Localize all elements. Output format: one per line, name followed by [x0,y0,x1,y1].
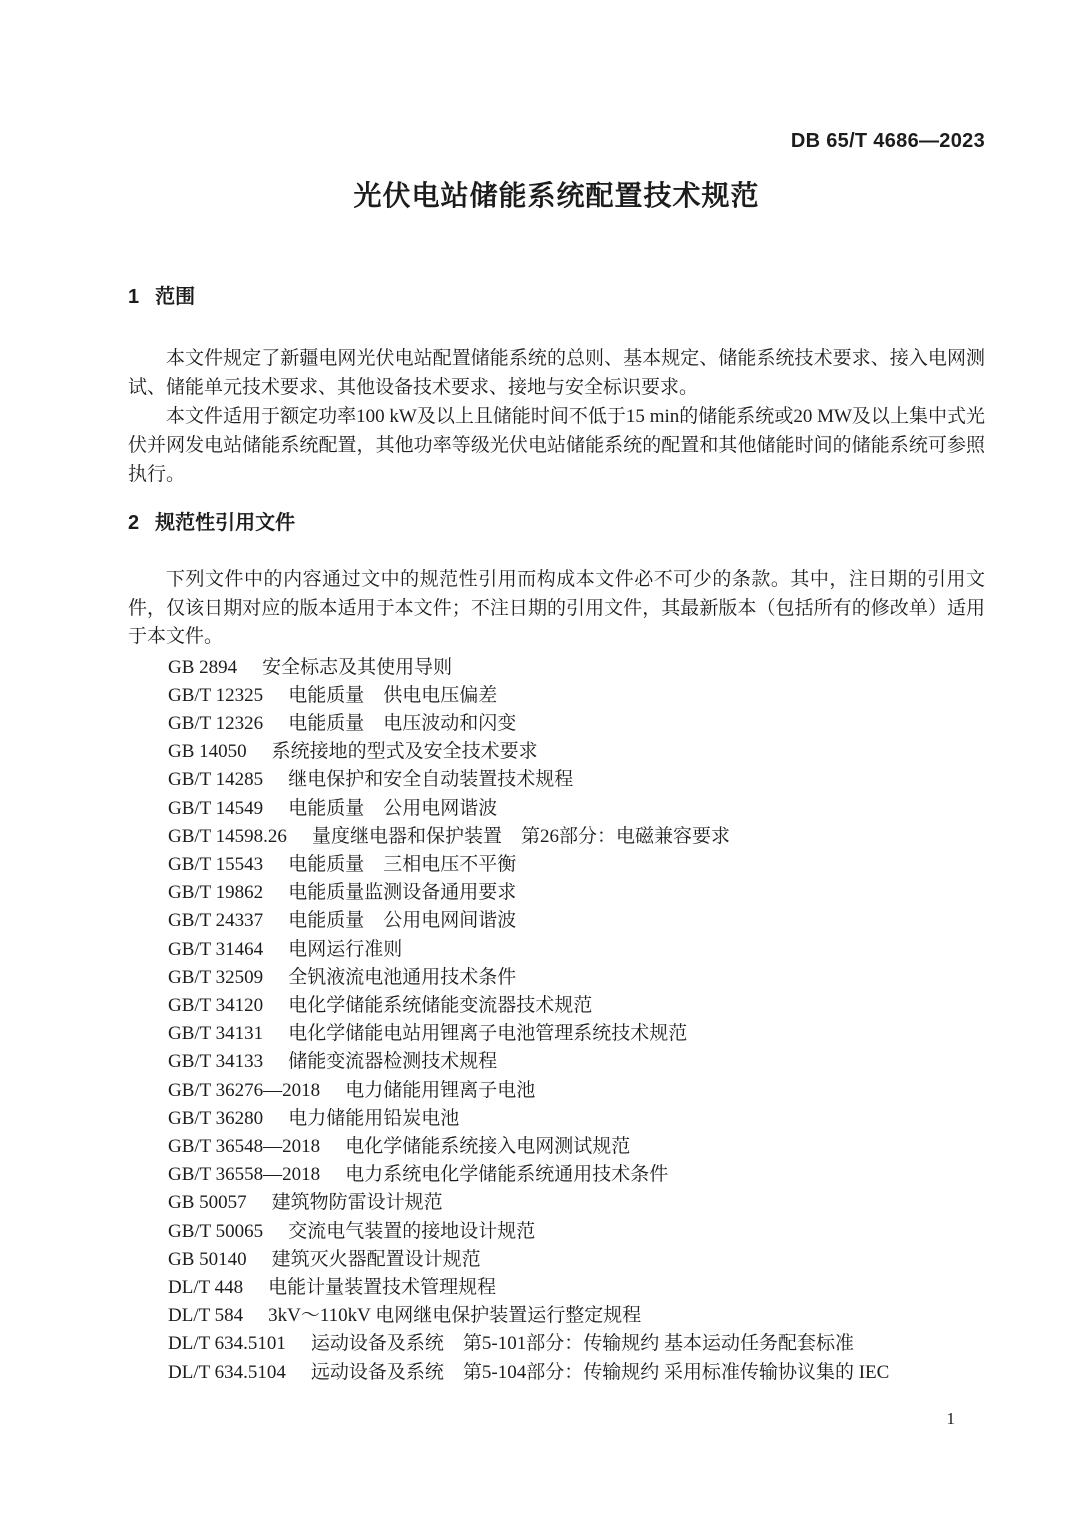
reference-item [128,964,985,992]
section-normative-references [128,511,985,1387]
section-2-label: 规范性引用文件 [155,512,296,534]
reference-title: 电化学储能系统接入电网测试规范 [345,1135,631,1157]
reference-code: GB/T 14285 [168,769,264,791]
reference-title: 电力储能用铅炭电池 [288,1107,460,1129]
reference-item [128,1161,985,1189]
reference-code: DL/T 634.5104 [168,1361,286,1383]
reference-code: DL/T 634.5101 [168,1333,286,1355]
reference-title: 电化学储能电站用锂离子电池管理系统技术规范 [288,1023,688,1045]
reference-item [128,1048,985,1076]
reference-item [128,1189,985,1217]
reference-code: GB/T 31464 [168,938,264,960]
reference-item [128,879,985,907]
reference-item [128,1105,985,1133]
reference-code: GB/T 36276—2018 [168,1079,321,1101]
reference-item [128,1330,985,1358]
reference-item [128,1020,985,1048]
reference-code: GB/T 12326 [168,712,264,734]
scope-paragraph-2: 本文件适用于额定功率100 kW及以上且储能时间不低于15 min的储能系统或20 MW及以上集中式光伏并网发电站储能系统配置，其他功率等级光伏电站储能系统的配置和其他储能时间的储能系统可参照执行。 [128,406,985,485]
reference-item [128,851,985,879]
reference-list [128,654,985,1387]
reference-code: GB/T 12325 [168,684,264,706]
references-intro-paragraph: 下列文件中的内容通过文中的规范性引用而构成本文件必不可少的条款。其中，注日期的引用文件，仅该日期对应的版本适用于本文件；不注日期的引用文件，其最新版本（包括所有的修改单）适用于本文件。 [128,569,985,647]
reference-item [128,1274,985,1302]
reference-code: GB/T 34131 [168,1023,264,1045]
document-title: 光伏电站储能系统配置技术规范 [353,180,760,211]
reference-title: 建筑灭火器配置设计规范 [271,1248,481,1270]
section-2-heading [128,511,985,536]
reference-code: GB 14050 [168,741,247,763]
reference-code: GB 50057 [168,1192,247,1214]
reference-code: GB/T 34120 [168,994,264,1016]
section-scope [128,285,985,489]
reference-code: GB 2894 [168,656,238,678]
reference-item [128,738,985,766]
reference-title: 电能质量 公用电网间谐波 [288,910,517,932]
reference-item [128,823,985,851]
reference-code: GB/T 50065 [168,1220,264,1242]
reference-code: GB/T 36548—2018 [168,1135,321,1157]
reference-title: 电化学储能系统储能变流器技术规范 [288,994,593,1016]
reference-item [128,710,985,738]
reference-item [128,1218,985,1246]
section-1-label: 范围 [155,286,196,308]
reference-item [128,1077,985,1105]
reference-code: GB/T 24337 [168,910,264,932]
reference-title: 电能质量 公用电网谐波 [288,797,498,819]
reference-code: GB/T 19862 [168,882,264,904]
section-2-number: 2 [128,512,140,534]
reference-item [128,907,985,935]
reference-code: GB/T 15543 [168,853,264,875]
section-1-number: 1 [128,286,140,308]
reference-item [128,654,985,682]
reference-title: 继电保护和安全自动装置技术规程 [288,769,574,791]
reference-title: 电能计量装置技术管理规程 [268,1276,497,1298]
reference-code: GB/T 32509 [168,966,264,988]
reference-code: GB/T 14598.26 [168,825,287,847]
reference-title: 3kV～110kV 电网继电保护装置运行整定规程 [268,1305,642,1327]
scope-paragraph-1: 本文件规定了新疆电网光伏电站配置储能系统的总则、基本规定、储能系统技术要求、接入电网测试、储能单元技术要求、其他设备技术要求、接地与安全标识要求。 [128,348,985,398]
reference-item [128,936,985,964]
reference-code: DL/T 584 [168,1305,244,1327]
reference-code: GB/T 36280 [168,1107,264,1129]
reference-code: GB 50140 [168,1248,247,1270]
reference-title: 运动设备及系统 第5-101部分：传输规约 基本运动任务配套标准 [310,1333,854,1355]
reference-title: 安全标志及其使用导则 [262,656,453,678]
reference-title: 远动设备及系统 第5-104部分：传输规约 采用标准传输协议集的 IEC [310,1361,890,1383]
reference-title: 电能质量 供电电压偏差 [288,684,498,706]
reference-title: 电能质量 三相电压不平衡 [288,853,517,875]
page-number: 1 [946,1408,955,1428]
reference-title: 电能质量监测设备通用要求 [288,882,517,904]
reference-title: 交流电气装置的接地设计规范 [288,1220,536,1242]
reference-item [128,992,985,1020]
reference-title: 电网运行准则 [288,938,403,960]
reference-item [128,1246,985,1274]
reference-code: GB/T 14549 [168,797,264,819]
reference-title: 全钒液流电池通用技术条件 [288,966,517,988]
reference-title: 系统接地的型式及安全技术要求 [271,741,538,763]
reference-item [128,1302,985,1330]
reference-code: DL/T 448 [168,1276,244,1298]
reference-title: 储能变流器检测技术规程 [288,1051,498,1073]
reference-title: 电力系统电化学储能系统通用技术条件 [345,1164,669,1186]
section-1-heading [128,285,985,310]
reference-title: 建筑物防雷设计规范 [271,1192,443,1214]
reference-code: GB/T 34133 [168,1051,264,1073]
reference-item [128,1133,985,1161]
reference-item [128,682,985,710]
reference-item [128,766,985,794]
reference-item [128,795,985,823]
reference-title: 电能质量 电压波动和闪变 [288,712,517,734]
reference-title: 电力储能用锂离子电池 [345,1079,536,1101]
reference-item [128,1359,985,1387]
reference-code: GB/T 36558—2018 [168,1164,321,1186]
reference-title: 量度继电器和保护装置 第26部分：电磁兼容要求 [311,825,730,847]
standard-code-header: DB 65/T 4686—2023 [790,130,985,152]
